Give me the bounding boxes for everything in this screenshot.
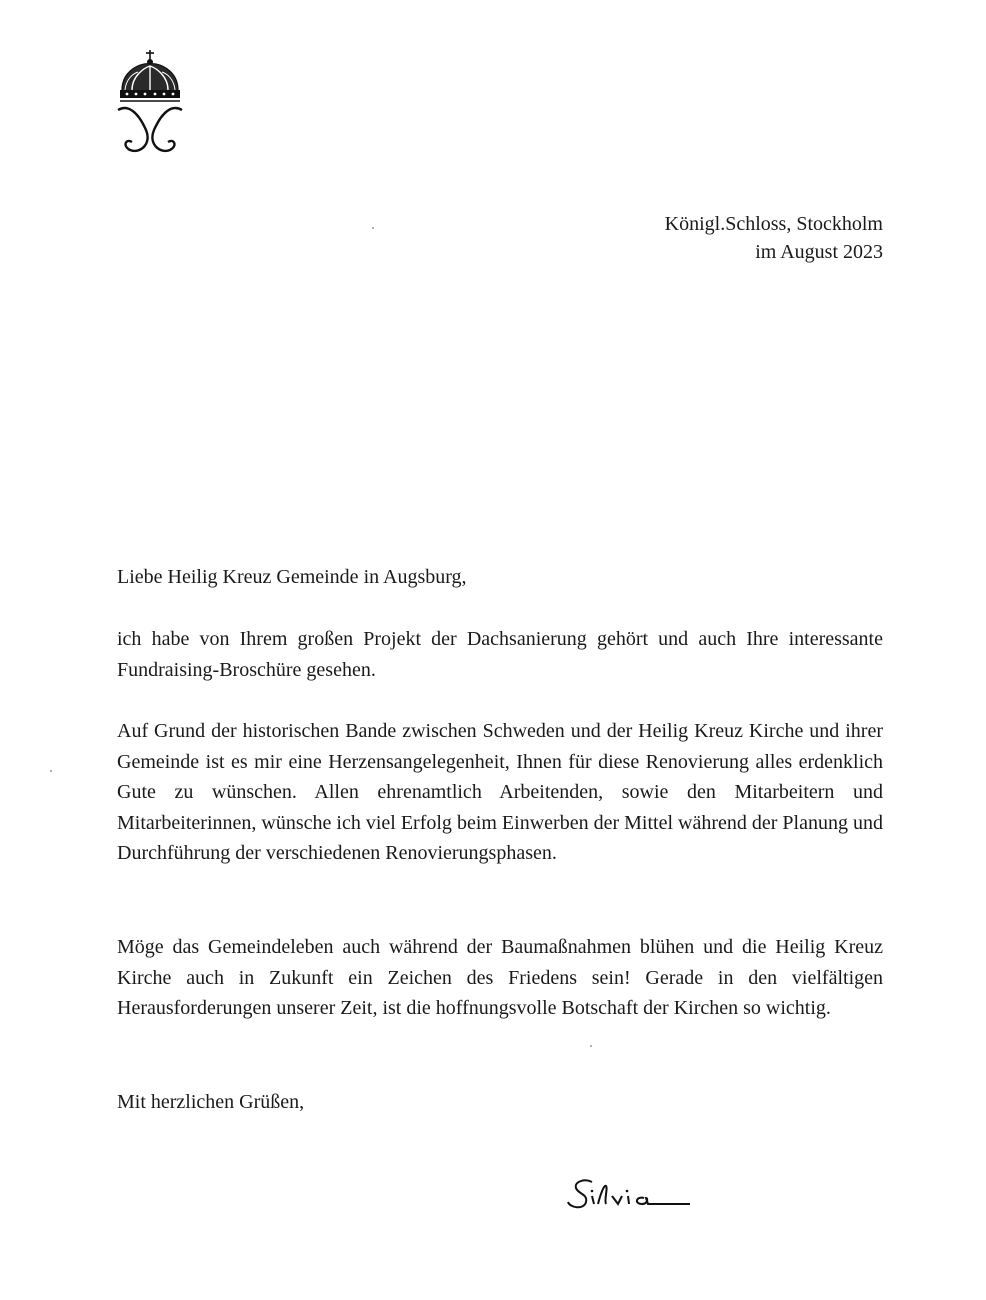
paragraph-2 [117, 716, 883, 869]
date-line: im August 2023 [755, 241, 883, 263]
closing [117, 1087, 883, 1118]
crown-monogram-svg [112, 48, 188, 158]
paragraph-text: ich habe von Ihrem großen Projekt der Dachsanierung gehört und auch Ihre interessante Fundraising-Broschüre gesehen. [117, 628, 883, 681]
signature [562, 1172, 702, 1222]
scan-speck [372, 227, 374, 229]
salutation-text: Liebe Heilig Kreuz Gemeinde in Augsburg, [117, 566, 467, 588]
closing-text: Mit herzlichen Grüßen, [117, 1091, 305, 1113]
paragraph-3 [117, 932, 883, 1024]
paragraph-1 [117, 624, 883, 685]
scan-speck [50, 770, 52, 772]
salutation [117, 562, 883, 593]
paragraph-text: Möge das Gemeindeleben auch während der Baumaßnahmen blühen und die Heilig Kreuz Kirche auch in Zukunft ein Zeichen des Friedens sein! Gerade in den vielfältigen Herausforderungen unserer Zeit, ist die hoffnungsvolle Botschaft der Kirchen so wichtig. [117, 936, 883, 1019]
place-line: Königl.Schloss, Stockholm [664, 213, 883, 235]
scan-speck [590, 1045, 592, 1047]
royal-crown-monogram-icon [112, 48, 188, 158]
place-date-block [665, 210, 883, 266]
paragraph-text: Auf Grund der historischen Bande zwischen Schweden und der Heilig Kreuz Kirche und ihrer Gemeinde ist es mir eine Herzensangelegenheit, Ihnen für diese Renovierung alles erdenklich Gute zu wünschen. Allen ehrenamtlich Arbeitenden, sowie den Mitarbeitern und Mitarbeiterinnen, wünsche ich viel Erfolg beim Einwerben der Mittel während der Planung und Durchführung der verschiedenen Renovierungsphasen. [117, 720, 883, 864]
signature-svg [562, 1172, 702, 1222]
